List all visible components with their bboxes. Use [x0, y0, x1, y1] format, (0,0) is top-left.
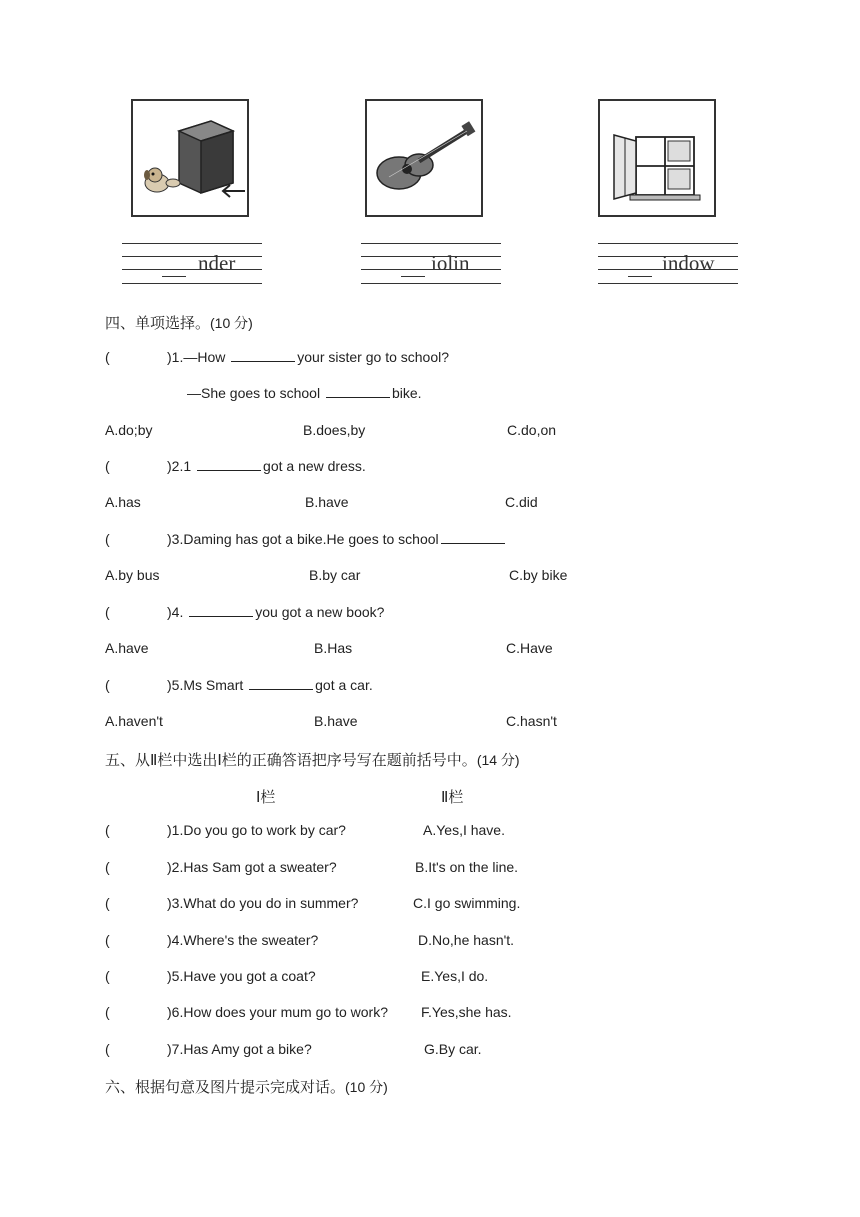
stem-part: Daming has got a bike.He goes to school — [183, 531, 439, 547]
option-a: A.do;by — [105, 422, 153, 438]
answer-paren-open[interactable]: ( — [105, 932, 110, 948]
stem-part: got a new dress. — [263, 458, 366, 474]
section-score: (14 分) — [476, 752, 520, 768]
box-puppy-illustration — [133, 101, 247, 215]
answer-paren-open[interactable]: ( — [105, 604, 110, 620]
answer-blank[interactable] — [441, 531, 505, 544]
column-1-header: Ⅰ栏 — [256, 790, 276, 806]
stem-part: your sister go to school? — [297, 349, 450, 365]
match-question-3: )3.What do you do in summer? — [167, 895, 359, 911]
answer-paren-open[interactable]: ( — [105, 895, 110, 911]
match-question-7: )7.Has Amy got a bike? — [167, 1041, 312, 1057]
option-b: B.by car — [309, 567, 361, 583]
answer-blank[interactable] — [189, 604, 253, 617]
paren-close: ) — [167, 531, 172, 547]
picture-window — [598, 99, 716, 217]
match-answer-d: D.No,he hasn't. — [418, 932, 515, 948]
question-1-response — [187, 385, 422, 401]
stem-part: Ms Smart — [183, 677, 248, 693]
answer-paren-open[interactable]: ( — [105, 349, 110, 365]
answer-paren-open[interactable]: ( — [105, 677, 110, 693]
answer-paren-open[interactable]: ( — [105, 1041, 110, 1057]
column-2-header: Ⅱ栏 — [441, 790, 464, 806]
question-1 — [167, 349, 449, 365]
answer-paren-open[interactable]: ( — [105, 531, 110, 547]
option-b: B.Has — [314, 640, 353, 656]
section-score: (10 分) — [345, 1079, 388, 1095]
match-answer-g: G.By car. — [424, 1041, 482, 1057]
match-answer-b: B.It's on the line. — [415, 859, 519, 875]
answer-paren-open[interactable]: ( — [105, 859, 110, 875]
option-a: A.have — [105, 640, 149, 656]
word-fragment: iolin — [431, 251, 470, 275]
answer-paren-open[interactable]: ( — [105, 822, 110, 838]
section-score: (10 分) — [210, 315, 253, 331]
stem-part: —She goes to school — [187, 385, 324, 401]
option-c: C.did — [505, 494, 538, 510]
question-number: 3. — [171, 531, 184, 547]
match-question-6: )6.How does your mum go to work? — [167, 1004, 388, 1020]
word-fragment: indow — [662, 251, 715, 275]
option-a: A.by bus — [105, 567, 160, 583]
answer-paren-open[interactable]: ( — [105, 1004, 110, 1020]
letter-blank[interactable] — [401, 276, 425, 277]
paren-close: ) — [167, 458, 172, 474]
stem-part: got a car. — [315, 677, 373, 693]
option-a: A.has — [105, 494, 141, 510]
match-answer-f: F.Yes,she has. — [421, 1004, 512, 1020]
stem-part: bike. — [391, 385, 422, 401]
paren-close: ) — [167, 604, 172, 620]
match-answer-a: A.Yes,I have. — [423, 822, 505, 838]
letter-blank[interactable] — [628, 276, 652, 277]
match-answer-c: C.I go swimming. — [413, 895, 521, 911]
section-title: 四、单项选择。 — [105, 316, 211, 332]
word-fragment: nder — [198, 251, 236, 275]
option-b: B.have — [305, 494, 349, 510]
section-5-title — [105, 749, 520, 770]
stem-part — [183, 604, 187, 620]
match-question-2: )2.Has Sam got a sweater? — [167, 859, 337, 875]
question-3 — [167, 531, 507, 547]
match-answer-e: E.Yes,I do. — [421, 968, 489, 984]
guitar-illustration — [367, 101, 481, 215]
stem-part: —How — [183, 349, 230, 365]
answer-blank[interactable] — [326, 385, 390, 398]
section-title: 六、根据句意及图片提示完成对话。 — [105, 1080, 346, 1096]
answer-paren-open[interactable]: ( — [105, 458, 110, 474]
option-c: C.by bike — [509, 567, 568, 583]
match-question-5: )5.Have you got a coat? — [167, 968, 316, 984]
answer-paren-open[interactable]: ( — [105, 968, 110, 984]
stem-part: 1 — [183, 458, 196, 474]
writing-lines-window — [598, 243, 738, 287]
writing-lines-violin — [361, 243, 501, 287]
question-number: 5. — [171, 677, 184, 693]
option-b: B.does,by — [303, 422, 366, 438]
question-5 — [167, 677, 373, 693]
answer-blank[interactable] — [249, 677, 313, 690]
section-title: 五、从Ⅱ栏中选出Ⅰ栏的正确答语把序号写在题前括号中。 — [105, 753, 477, 769]
question-number: 2. — [171, 458, 184, 474]
stem-part: you got a new book? — [255, 604, 385, 620]
section-4-title — [105, 312, 253, 333]
letter-blank[interactable] — [162, 276, 186, 277]
match-question-1: )1.Do you go to work by car? — [167, 822, 346, 838]
paren-close: ) — [167, 349, 172, 365]
question-number: 4. — [171, 604, 184, 620]
option-a: A.haven't — [105, 713, 163, 729]
match-question-4: )4.Where's the sweater? — [167, 932, 319, 948]
paren-close: ) — [167, 677, 172, 693]
writing-lines-under — [122, 243, 262, 287]
option-c: C.hasn't — [506, 713, 557, 729]
section-6-title — [105, 1076, 388, 1097]
option-c: C.do,on — [507, 422, 557, 438]
answer-blank[interactable] — [231, 349, 295, 362]
option-b: B.have — [314, 713, 358, 729]
option-c: C.Have — [506, 640, 553, 656]
picture-under — [131, 99, 249, 217]
question-4 — [167, 604, 384, 620]
picture-violin — [365, 99, 483, 217]
question-number: 1. — [171, 349, 184, 365]
window-illustration — [600, 101, 714, 215]
question-2 — [167, 458, 366, 474]
answer-blank[interactable] — [197, 458, 261, 471]
